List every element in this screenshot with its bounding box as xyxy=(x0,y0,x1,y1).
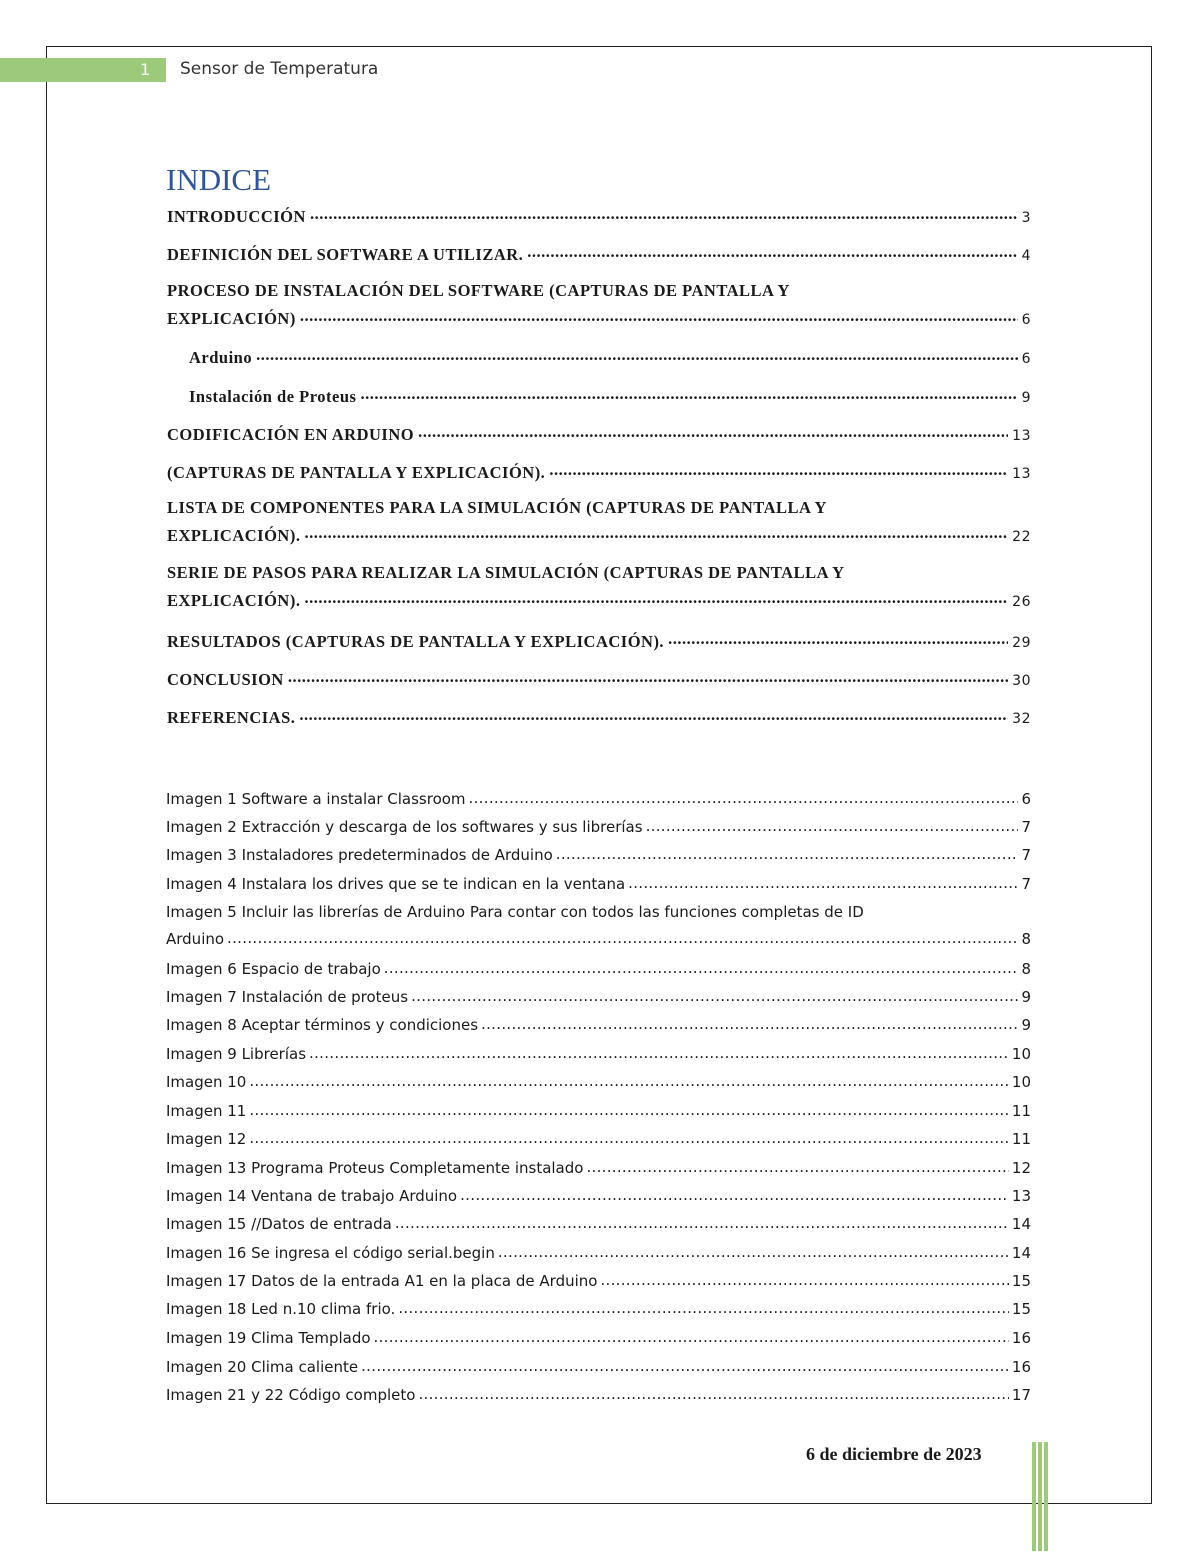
footer-date: 6 de diciembre de 2023 xyxy=(806,1444,982,1464)
leader-dots xyxy=(310,205,1018,222)
leader-dots xyxy=(374,1328,1009,1343)
figure-entry[interactable] xyxy=(166,1385,1031,1404)
toc-entry-text-line1: LISTA DE COMPONENTES PARA LA SIMULACIÓN (CAPTURAS DE PANTALLA Y xyxy=(167,498,827,517)
figure-entry[interactable] xyxy=(166,1271,1031,1290)
toc-page: 32 xyxy=(1012,710,1031,727)
figure-entry[interactable] xyxy=(166,1186,1031,1205)
leader-dots xyxy=(600,1271,1008,1286)
figure-page: 8 xyxy=(1021,960,1031,978)
leader-dots xyxy=(668,630,1008,647)
figure-page: 16 xyxy=(1011,1358,1031,1376)
toc-page: 6 xyxy=(1021,311,1031,328)
figure-entry[interactable] xyxy=(166,1214,1031,1233)
figure-page: 17 xyxy=(1011,1386,1031,1404)
leader-dots xyxy=(288,668,1008,685)
toc-entry-text: EXPLICACIÓN) xyxy=(167,308,296,328)
figure-text: Imagen 2 Extracción y descarga de los softwares y sus librerías xyxy=(166,818,643,836)
toc-entry[interactable] xyxy=(167,630,1031,652)
leader-dots xyxy=(498,1243,1009,1258)
figure-text: Imagen 1 Software a instalar Classroom xyxy=(166,790,466,808)
toc-entry-text: RESULTADOS (CAPTURAS DE PANTALLA Y EXPLICACIÓN). xyxy=(167,631,665,651)
toc-page: 13 xyxy=(1012,465,1031,482)
toc-entry-text-line1: PROCESO DE INSTALACIÓN DEL SOFTWARE (CAPTURAS DE PANTALLA Y xyxy=(167,281,790,300)
leader-dots xyxy=(646,817,1019,832)
toc-page: 6 xyxy=(1021,350,1031,367)
toc-entry[interactable] xyxy=(167,281,1031,329)
figure-text: Imagen 21 y 22 Código completo xyxy=(166,1386,416,1404)
figure-text: Arduino xyxy=(166,930,225,948)
toc-entry-text: CONCLUSION xyxy=(167,669,284,689)
figure-text: Imagen 11 xyxy=(166,1102,247,1120)
toc-entry[interactable] xyxy=(167,706,1031,728)
toc-page: 9 xyxy=(1021,389,1031,406)
toc-entry[interactable] xyxy=(189,346,1031,368)
figure-entry[interactable] xyxy=(166,1072,1031,1091)
figure-entry[interactable] xyxy=(166,1243,1031,1262)
figure-page: 15 xyxy=(1011,1300,1031,1318)
leader-dots xyxy=(256,346,1017,363)
toc-entry-text: Instalación de Proteus xyxy=(189,386,357,406)
toc-entry-text: Arduino xyxy=(189,347,253,367)
page-number: 1 xyxy=(140,60,151,79)
leader-dots xyxy=(556,845,1019,860)
toc-entry-text: EXPLICACIÓN). xyxy=(167,590,301,610)
figure-page: 15 xyxy=(1011,1272,1031,1290)
figure-page: 14 xyxy=(1011,1215,1031,1233)
toc-page: 3 xyxy=(1021,209,1031,226)
figure-text: Imagen 17 Datos de la entrada A1 en la placa de Arduino xyxy=(166,1272,598,1290)
leader-dots xyxy=(249,1129,1009,1144)
figure-text: Imagen 20 Clima caliente xyxy=(166,1358,359,1376)
toc-entry[interactable] xyxy=(189,385,1031,407)
figure-page: 10 xyxy=(1011,1045,1031,1063)
toc-entry-text: (CAPTURAS DE PANTALLA Y EXPLICACIÓN). xyxy=(167,462,546,482)
toc-entry-text: REFERENCIAS. xyxy=(167,707,296,727)
figure-entry[interactable] xyxy=(166,1328,1031,1347)
figure-entry[interactable] xyxy=(166,789,1031,808)
leader-dots xyxy=(469,789,1019,804)
figure-page: 8 xyxy=(1021,930,1031,948)
leader-dots xyxy=(309,1044,1009,1059)
footer-bar xyxy=(1044,1442,1048,1551)
figure-text-line1: Imagen 5 Incluir las librerías de Arduino Para contar con todos las funciones completas de ID xyxy=(166,903,864,921)
leader-dots xyxy=(586,1158,1008,1173)
footer-bar xyxy=(1038,1442,1042,1551)
leader-dots xyxy=(411,987,1018,1002)
leader-dots xyxy=(418,1385,1008,1400)
toc-entry[interactable] xyxy=(167,243,1031,265)
figure-entry[interactable] xyxy=(166,845,1031,864)
figure-page: 7 xyxy=(1021,846,1031,864)
figure-page: 7 xyxy=(1021,818,1031,836)
leader-dots xyxy=(249,1101,1009,1116)
leader-dots xyxy=(227,929,1018,944)
figure-entry[interactable] xyxy=(166,1158,1031,1177)
toc-entry[interactable] xyxy=(167,498,1031,546)
figure-entry[interactable] xyxy=(166,1044,1031,1063)
figure-text: Imagen 6 Espacio de trabajo xyxy=(166,960,381,978)
toc-page: 29 xyxy=(1012,634,1031,651)
toc-entry[interactable] xyxy=(167,205,1031,227)
toc-entry-text: CODIFICACIÓN EN ARDUINO xyxy=(167,424,415,444)
figure-entry[interactable] xyxy=(166,1299,1031,1318)
figure-page: 13 xyxy=(1011,1187,1031,1205)
header-title: Sensor de Temperatura xyxy=(180,59,379,79)
figure-page: 7 xyxy=(1021,875,1031,893)
toc-entry-text: INTRODUCCIÓN xyxy=(167,206,306,226)
toc-entry-text: DEFINICIÓN DEL SOFTWARE A UTILIZAR. xyxy=(167,244,524,264)
figure-text: Imagen 3 Instaladores predeterminados de Arduino xyxy=(166,846,553,864)
figure-text: Imagen 4 Instalara los drives que se te indican en la ventana xyxy=(166,875,626,893)
figure-text: Imagen 18 Led n.10 clima frio. xyxy=(166,1300,396,1318)
figure-page: 14 xyxy=(1011,1244,1031,1262)
leader-dots xyxy=(249,1072,1009,1087)
leader-dots xyxy=(527,243,1017,260)
figure-page: 10 xyxy=(1011,1073,1031,1091)
toc-entry[interactable] xyxy=(167,563,1031,611)
figure-entry[interactable] xyxy=(166,817,1031,836)
figure-text: Imagen 8 Aceptar términos y condiciones xyxy=(166,1016,479,1034)
figure-text: Imagen 19 Clima Templado xyxy=(166,1329,371,1347)
figure-page: 16 xyxy=(1011,1329,1031,1347)
figure-text: Imagen 9 Librerías xyxy=(166,1045,307,1063)
figure-text: Imagen 7 Instalación de proteus xyxy=(166,988,409,1006)
leader-dots xyxy=(460,1186,1009,1201)
figure-page: 11 xyxy=(1011,1102,1031,1120)
toc-page: 4 xyxy=(1021,247,1031,264)
toc-page: 22 xyxy=(1012,528,1031,545)
leader-dots xyxy=(549,461,1008,478)
figure-entry[interactable] xyxy=(166,959,1031,978)
figure-text: Imagen 16 Se ingresa el código serial.begin xyxy=(166,1244,495,1262)
index-title: INDICE xyxy=(166,162,272,197)
figure-entry[interactable] xyxy=(166,903,1031,948)
leader-dots xyxy=(398,1299,1009,1314)
figure-page: 6 xyxy=(1021,790,1031,808)
toc-page: 30 xyxy=(1012,672,1031,689)
figure-entry[interactable] xyxy=(166,987,1031,1006)
figure-text: Imagen 15 //Datos de entrada xyxy=(166,1215,392,1233)
toc-page: 13 xyxy=(1012,427,1031,444)
toc-entry[interactable] xyxy=(167,423,1031,445)
toc-entry-text: EXPLICACIÓN). xyxy=(167,525,301,545)
leader-dots xyxy=(299,706,1008,723)
leader-dots xyxy=(418,423,1008,440)
figure-entry[interactable] xyxy=(166,874,1031,893)
leader-dots xyxy=(384,959,1019,974)
figure-entry[interactable] xyxy=(166,1015,1031,1034)
leader-dots xyxy=(304,589,1008,606)
figure-entry[interactable] xyxy=(166,1357,1031,1376)
footer-bar xyxy=(1032,1442,1036,1551)
toc-page: 26 xyxy=(1012,593,1031,610)
leader-dots xyxy=(300,307,1018,324)
figure-page: 12 xyxy=(1011,1159,1031,1177)
leader-dots xyxy=(481,1015,1018,1030)
leader-dots xyxy=(304,524,1008,541)
figure-entry[interactable] xyxy=(166,1129,1031,1148)
leader-dots xyxy=(360,385,1017,402)
figure-text: Imagen 14 Ventana de trabajo Arduino xyxy=(166,1187,458,1205)
figure-text: Imagen 12 xyxy=(166,1130,247,1148)
figure-page: 11 xyxy=(1011,1130,1031,1148)
figure-entry[interactable] xyxy=(166,1101,1031,1120)
leader-dots xyxy=(395,1214,1009,1229)
toc-entry[interactable] xyxy=(167,461,1031,483)
toc-entry[interactable] xyxy=(167,668,1031,690)
figure-page: 9 xyxy=(1021,988,1031,1006)
toc-entry-text-line1: SERIE DE PASOS PARA REALIZAR LA SIMULACIÓN (CAPTURAS DE PANTALLA Y xyxy=(167,563,845,582)
leader-dots xyxy=(628,874,1018,889)
leader-dots xyxy=(361,1357,1009,1372)
figure-text: Imagen 10 xyxy=(166,1073,247,1091)
figure-page: 9 xyxy=(1021,1016,1031,1034)
figure-text: Imagen 13 Programa Proteus Completamente instalado xyxy=(166,1159,584,1177)
